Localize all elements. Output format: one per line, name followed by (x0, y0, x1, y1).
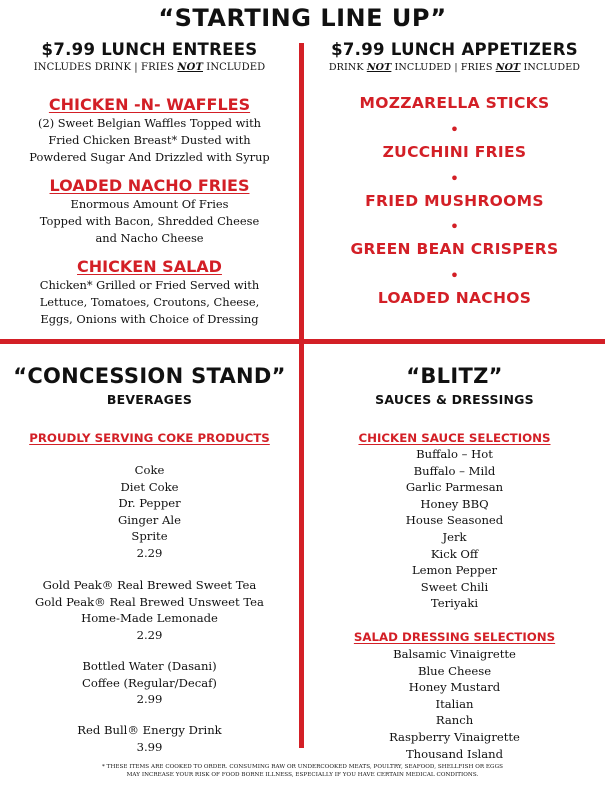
price: 3.99 (136, 739, 163, 754)
list-item: Ranch (435, 713, 474, 728)
list-item: Italian (435, 696, 474, 711)
list-item: Gold Peak® Real Brewed Unsweet Tea (35, 594, 264, 609)
list-item: Jerk (442, 529, 467, 544)
list-item: Buffalo – Mild (413, 463, 496, 478)
bullet-separator: • (449, 217, 460, 236)
list-item: House Seasoned (405, 513, 504, 528)
price: 2.29 (136, 545, 163, 560)
concession-subtitle: BEVERAGES (106, 392, 193, 407)
dish-name: CHICKEN -N- WAFFLES (48, 95, 251, 114)
appetizer-item: FRIED MUSHROOMS (365, 192, 544, 210)
entrees-section (0, 40, 299, 73)
list-item: Blue Cheese (417, 663, 492, 678)
list-item: Coffee (Regular/Decaf) (82, 675, 217, 690)
blitz-section (304, 364, 605, 407)
list-item: Teriyaki (430, 596, 479, 611)
list-item: Home-Made Lemonade (81, 611, 218, 626)
dish-item (0, 257, 299, 328)
list-item: Diet Coke (120, 479, 179, 494)
beverage-group (0, 462, 299, 562)
concession-section (0, 364, 299, 407)
appetizers-subtitle: DRINK NOT INCLUDED | FRIES NOT INCLUDED (328, 62, 581, 73)
list-item: Coke (134, 463, 165, 477)
list-item: Buffalo – Hot (416, 447, 493, 461)
beverage-list-heading: PROUDLY SERVING COKE PRODUCTS (29, 431, 270, 445)
concession-title: “CONCESSION STAND” (13, 364, 286, 388)
dressing-list-heading: SALAD DRESSING SELECTIONS (353, 630, 556, 644)
dressing-list (304, 646, 605, 762)
bullet-separator: • (449, 266, 460, 285)
bullet-separator: • (449, 120, 460, 139)
list-item: Red Bull® Energy Drink (77, 723, 222, 737)
dish-name: CHICKEN SALAD (77, 257, 222, 276)
sauce-list-heading: CHICKEN SAUCE SELECTIONS (358, 431, 551, 445)
list-item: Raspberry Vinaigrette (389, 729, 520, 744)
entrees-subtitle: INCLUDES DRINK | FRIES NOT INCLUDED (33, 62, 266, 73)
list-item: Garlic Parmesan (405, 480, 504, 495)
list-item: Sweet Chili (420, 579, 489, 594)
appetizer-item: GREEN BEAN CRISPERS (350, 240, 559, 258)
list-item: Balsamic Vinaigrette (393, 647, 516, 661)
dish-description: Enormous Amount Of Fries Topped with Bacon, Shredded Cheese and Nacho Cheese (39, 197, 260, 245)
list-item: Dr. Pepper (118, 496, 181, 511)
price: 2.29 (136, 627, 163, 642)
appetizers-section (304, 40, 605, 73)
list-item: Honey Mustard (408, 680, 501, 695)
dish-item (0, 176, 299, 247)
appetizer-item: MOZZARELLA STICKS (359, 94, 550, 112)
list-item: Honey BBQ (420, 496, 489, 511)
sauce-list (304, 446, 605, 612)
appetizers-title: $7.99 LUNCH APPETIZERS (331, 40, 578, 59)
blitz-subtitle: SAUCES & DRESSINGS (375, 392, 534, 407)
list-item: Lemon Pepper (411, 563, 498, 578)
dish-description: Chicken* Grilled or Fried Served with Lettuce, Tomatoes, Croutons, Cheese, Eggs, Onions with Choice of Dressing (39, 278, 260, 326)
dish-item (0, 95, 299, 166)
list-item: Bottled Water (Dasani) (82, 659, 217, 673)
list-item: Ginger Ale (118, 512, 181, 527)
list-item: Thousand Island (405, 746, 504, 761)
beverage-group (0, 722, 299, 755)
footnote: * THESE ITEMS ARE COOKED TO ORDER. CONSUMING RAW OR UNDERCOOKED MEATS, POULTRY, SEAFOOD, SHELLFISH OR EGGS MAY INCREASE YOUR RISK OF FOOD BORNE ILLNESS, ESPECIALLY IF YOU HAVE CERTAIN MEDICAL CONDITIONS. (102, 764, 503, 778)
appetizer-item: ZUCCHINI FRIES (382, 143, 527, 161)
beverage-group (0, 658, 299, 708)
dish-description: (2) Sweet Belgian Waffles Topped with Fried Chicken Breast* Dusted with Powdered Sugar And Drizzled with Syrup (29, 116, 270, 164)
dish-name: LOADED NACHO FRIES (49, 176, 250, 195)
list-item: Kick Off (430, 546, 479, 561)
page-title: “STARTING LINE UP” (158, 4, 447, 32)
blitz-title: “BLITZ” (406, 364, 503, 388)
horizontal-divider (0, 339, 605, 344)
entrees-title: $7.99 LUNCH ENTREES (41, 40, 258, 59)
appetizer-item: LOADED NACHOS (377, 289, 532, 307)
beverage-group (0, 577, 299, 643)
bullet-separator: • (449, 169, 460, 188)
list-item: Gold Peak® Real Brewed Sweet Tea (42, 578, 257, 592)
price: 2.99 (136, 692, 163, 707)
list-item: Sprite (131, 529, 168, 544)
